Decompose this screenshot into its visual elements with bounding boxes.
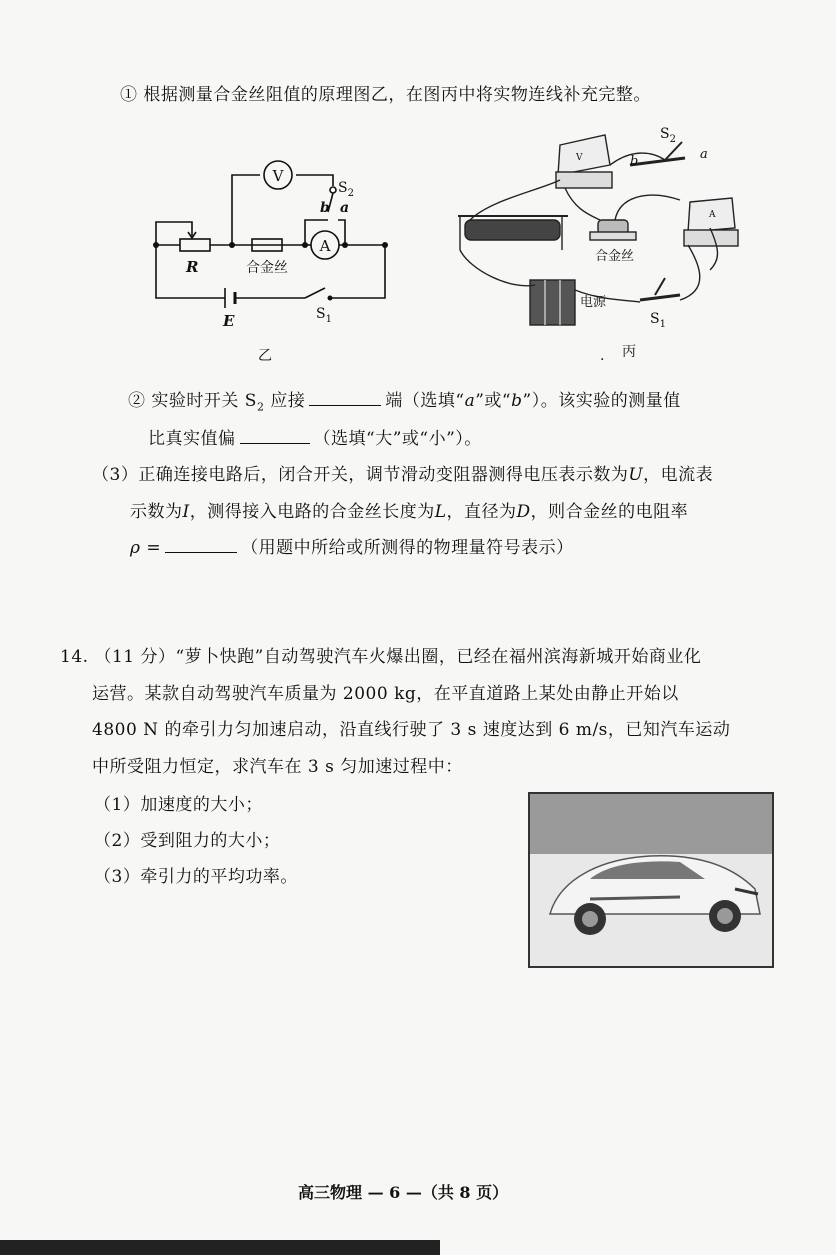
item2-line2 [148,424,482,449]
item2-line2-text-b: （选填“大”或“小”）。 [313,429,482,449]
item3-line3-b: （用题中所给或所测得的物理量符号表示） [241,538,574,558]
answer-blank-measurement-bias[interactable] [240,425,310,444]
terminal-a-label: a [340,200,350,216]
symbol-D: D [516,502,531,522]
power-supply-label: 电源 [580,295,607,310]
car-illustration [530,794,772,966]
bing-alloy-wire-label: 合金丝 [595,249,635,264]
item2-text-b: 应接 [264,391,306,411]
s2-label: $S_2$ [338,180,354,199]
item2-subscript: 2 [256,400,265,414]
figure-bing-apparatus [450,120,750,370]
answer-blank-switch-terminal[interactable] [309,387,381,406]
alloy-wire-label: 合金丝 [246,260,288,276]
q14-sub3: （3）牵引力的平均功率。 [94,867,298,887]
q14-number: 14. [60,647,89,667]
terminal-b-label: b [320,200,330,216]
symbol-rho: ρ [130,538,141,558]
item2-text-c: 端（选填“ [385,391,465,411]
symbol-U: U [628,465,644,485]
item3-line1 [92,460,713,485]
ammeter-symbol: A [319,237,331,255]
battery-label: E [223,312,235,330]
q14-line1 [60,642,701,667]
q14-sub1: （1）加速度的大小； [94,795,263,815]
symbol-L: L [434,502,447,522]
autonomous-car-photo [528,792,774,968]
figure-bing-dot: . [600,348,605,364]
q14-line4: 中所受阻力恒定，求汽车在 3 s 匀加速过程中： [92,757,463,777]
s1-label: $S_1$ [316,306,332,325]
bing-terminal-b: b [630,154,639,169]
item1-num: ① [120,85,138,105]
scan-edge-bar [0,1240,440,1255]
item2-text-a: ② 实验时开关 S [128,391,257,411]
symbol-I: I [182,502,190,522]
item3-line2-b: ，测得接入电路的合金丝长度为 [189,502,435,522]
item2-text-d: ”或“ [475,391,512,411]
figure-yi-caption: 乙 [258,348,272,364]
bing-terminal-a: a [700,147,708,162]
figure-bing-caption: 丙 [622,344,636,360]
item3-text-a: （3）正确连接电路后，闭合开关，调节滑动变阻器测得电压表示数为 [92,465,629,485]
item3-line2-d: ，则合金丝的电阻率 [530,502,689,522]
page-footer: 高三物理 — 6 —（共 8 页） [298,1183,509,1202]
item2-text-e: ”）。该实验的测量值 [522,391,681,411]
voltmeter-device-label: V [576,153,583,163]
option-a: a [464,391,476,411]
q14-text-line1: （11 分）“萝卜快跑”自动驾驶汽车火爆出圈，已经在福州滨海新城开始商业化 [94,647,702,667]
equals-sign: = [140,538,162,558]
item2-line2-text-a: 比真实值偏 [148,429,236,449]
item1-text: 根据测量合金丝阻值的原理图乙，在图丙中将实物连线补充完整。 [143,85,651,105]
bing-s1-label: $S_1$ [650,311,666,330]
ammeter-device-label: A [709,210,716,220]
figure-yi-circuit [140,150,400,370]
answer-blank-resistivity[interactable] [165,534,237,553]
rheostat-label: R [186,258,199,276]
q14-sub2: （2）受到阻力的大小； [94,831,281,851]
item3-line3 [130,533,574,558]
bing-s2-label: $S_2$ [660,126,676,145]
item3-text-b: ，电流表 [643,465,714,485]
voltmeter-symbol: V [272,167,284,185]
item2-line1 [128,386,681,413]
item3-line2-c: ，直径为 [446,502,517,522]
item3-line2 [130,497,688,522]
item3-line2-a: 示数为 [130,502,183,522]
q14-line3: 4800 N 的牵引力匀加速启动，沿直线行驶了 3 s 速度达到 6 m/s，已知汽车运动 [92,720,731,740]
q14-line2: 运营。某款自动驾驶汽车质量为 2000 kg，在平直道路上某处由静止开始以 [92,684,679,704]
item1-line [120,80,651,105]
option-b: b [511,391,523,411]
